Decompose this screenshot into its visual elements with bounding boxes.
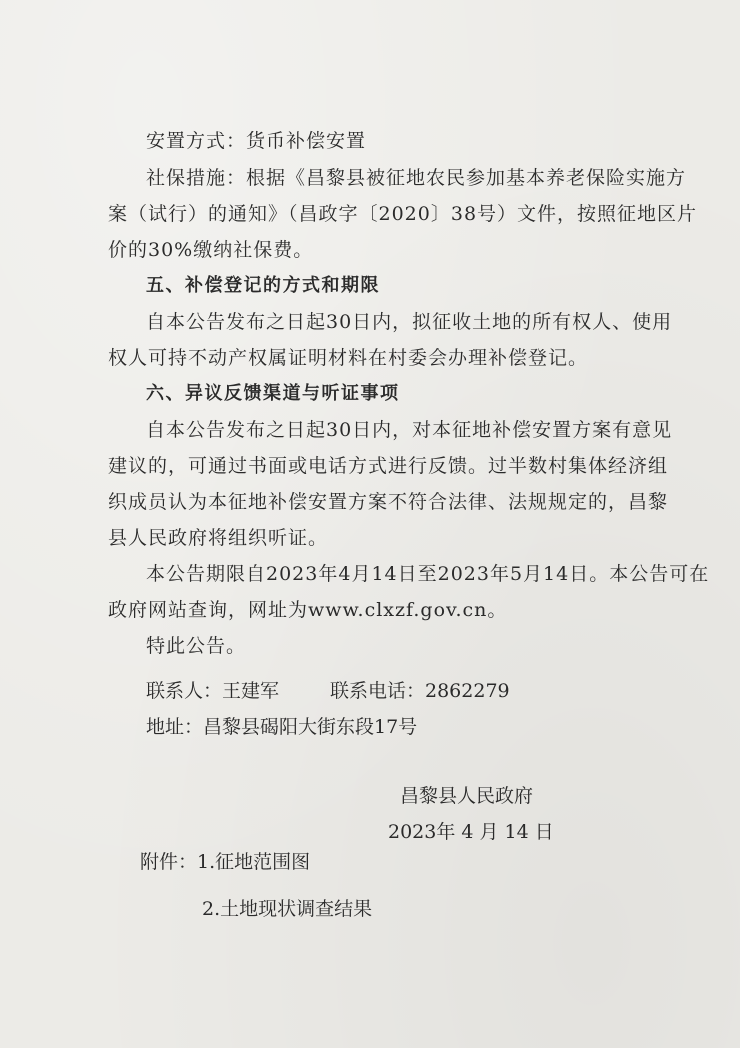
- signature-org: 昌黎县人民政府: [400, 785, 534, 807]
- section-6-line-4: 县人民政府将组织听证。: [108, 527, 329, 549]
- section-6-line-1: 自本公告发布之日起30日内，对本征地补偿安置方案有意见: [146, 419, 673, 441]
- section-6-line-3: 织成员认为本征地补偿安置方案不符合法律、法规规定的，昌黎: [108, 491, 669, 513]
- closing-statement: 特此公告。: [146, 635, 247, 657]
- attachment-item-1: 附件：1.征地范围图: [140, 851, 311, 873]
- contact-person: 联系人：王建军: [146, 680, 280, 702]
- contact-address: 地址：昌黎县碣阳大街东段17号: [146, 716, 418, 738]
- period-line-1: 本公告期限自2023年4月14日至2023年5月14日。本公告可在: [146, 563, 710, 585]
- contact-phone: 联系电话：2862279: [330, 680, 510, 702]
- signature-date: 2023年 4 月 14 日: [388, 821, 554, 843]
- social-security-line-3: 价的30%缴纳社保费。: [108, 239, 314, 261]
- section-5-heading: 五、补偿登记的方式和期限: [146, 275, 380, 296]
- social-security-line-2: 案（试行）的通知》（昌政字〔2020〕38号）文件，按照征地区片: [108, 203, 698, 225]
- section-6-line-2: 建议的，可通过书面或电话方式进行反馈。过半数村集体经济组: [108, 455, 669, 477]
- section-6-heading: 六、异议反馈渠道与听证事项: [146, 383, 400, 404]
- section-5-line-2: 权人可持不动产权属证明材料在村委会办理补偿登记。: [108, 347, 589, 369]
- period-line-2: 政府网站查询，网址为www.clxzf.gov.cn。: [108, 599, 508, 621]
- compensation-method: 安置方式：货币补偿安置: [146, 130, 367, 152]
- section-5-line-1: 自本公告发布之日起30日内，拟征收土地的所有权人、使用: [146, 311, 673, 333]
- social-security-line-1: 社保措施：根据《昌黎县被征地农民参加基本养老保险实施方: [146, 167, 687, 189]
- attachment-item-2: 2.土地现状调查结果: [202, 898, 373, 920]
